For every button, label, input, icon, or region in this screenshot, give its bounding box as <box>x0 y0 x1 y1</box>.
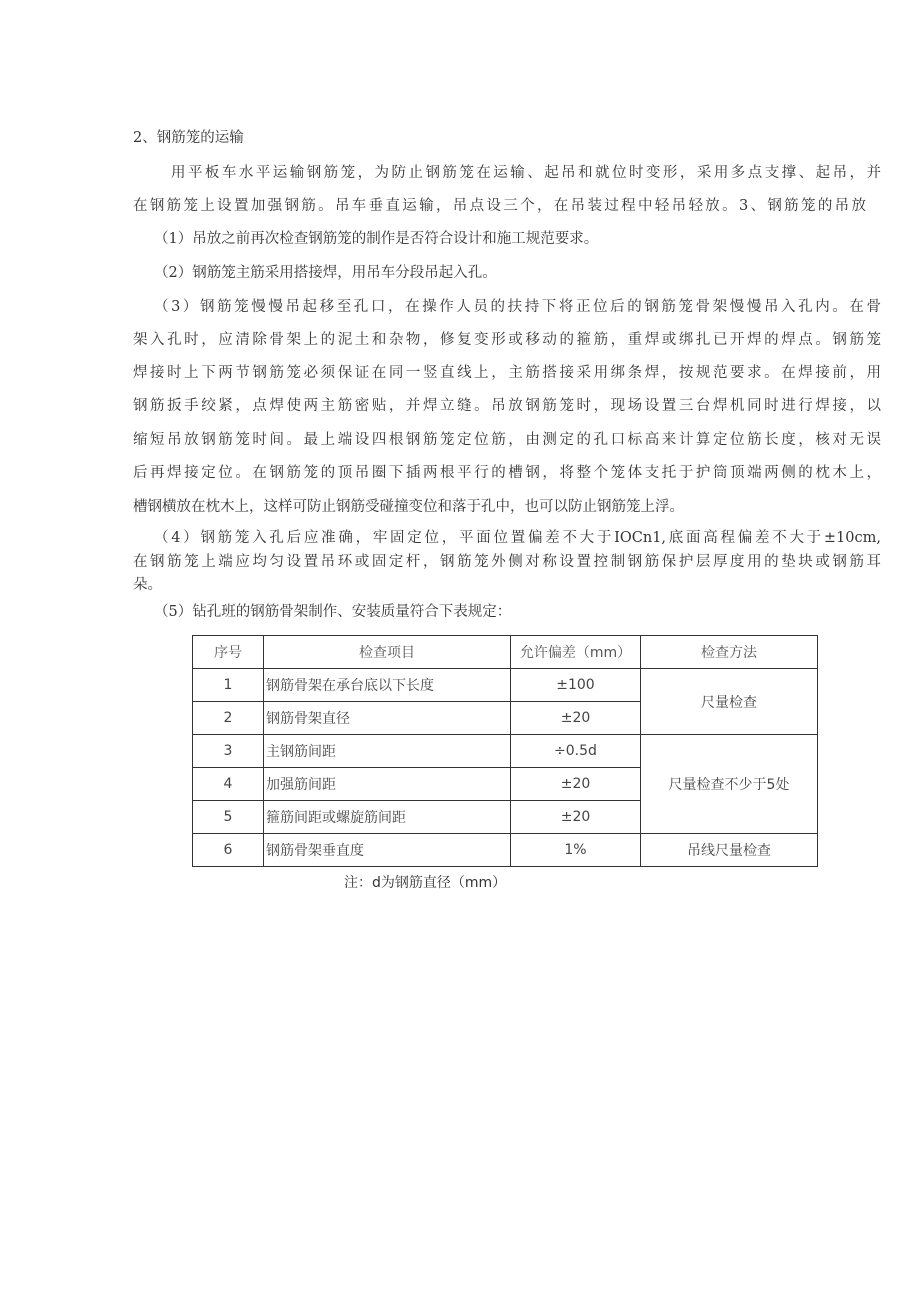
table-row <box>193 735 818 768</box>
paragraph-item-3-line-4: 钢筋扳手绞紧，点焊使两主筋密贴，并焊立缝。吊放钢筋笼时，现场设置三台焊机同时进行焊接，以 <box>133 398 881 414</box>
row-tolerance: ÷0.5d <box>511 735 641 768</box>
row-method: 吊线尺量检查 <box>641 834 818 867</box>
row-item: 箍筋间距或螺旋筋间距 <box>264 801 511 834</box>
header-tolerance: 允许偏差（mm） <box>511 636 641 669</box>
row-item: 加强筋间距 <box>264 768 511 801</box>
row-tolerance: ±20 <box>511 702 641 735</box>
row-item: 钢筋骨架在承台底以下长度 <box>264 669 511 702</box>
paragraph-item-3-line-1: （3）钢筋笼慢慢吊起移至孔口，在操作人员的扶持下将正位后的钢筋笼骨架慢慢吊入孔内。在骨 <box>154 299 881 315</box>
row-item: 主钢筋间距 <box>264 735 511 768</box>
row-tolerance: ±20 <box>511 801 641 834</box>
paragraph-transport-line-1: 用平板车水平运输钢筋笼，为防止钢筋笼在运输、起吊和就位时变形，采用多点支撑、起吊，并 <box>171 165 881 181</box>
table-header-row <box>193 636 818 669</box>
row-item: 钢筋骨架直径 <box>264 702 511 735</box>
row-no: 5 <box>193 801 264 834</box>
paragraph-item-3-line-7: 槽钢横放在枕木上，这样可防止钢筋受碰撞变位和落于孔中，也可以防止钢筋笼上浮。 <box>133 499 684 515</box>
row-method: 尺量检查 <box>641 669 818 735</box>
paragraph-item-2: （2）钢筋笼主筋采用搭接焊，用吊车分段吊起入孔。 <box>154 265 497 281</box>
paragraph-transport-line-2: 在钢筋笼上设置加强钢筋。吊车垂直运输，吊点设三个，在吊装过程中轻吊轻放。3、钢筋笼的吊放 <box>133 198 866 214</box>
header-method: 检查方法 <box>641 636 818 669</box>
paragraph-item-4-line-2: 在钢筋笼上端应均匀设置吊环或固定杆，钢筋笼外侧对称设置控制钢筋保护层厚度用的垫块或钢筋耳 <box>133 554 881 570</box>
section-heading: 2、钢筋笼的运输 <box>133 130 244 146</box>
row-no: 4 <box>193 768 264 801</box>
row-no: 3 <box>193 735 264 768</box>
row-tolerance: ±20 <box>511 768 641 801</box>
row-no: 1 <box>193 669 264 702</box>
paragraph-item-3-line-6: 后再焊接定位。在钢筋笼的顶吊圈下插两根平行的槽钢，将整个笼体支托于护筒顶端两侧的枕木上， <box>133 465 881 481</box>
row-no: 6 <box>193 834 264 867</box>
paragraph-item-4-line-3: 朵。 <box>133 577 162 593</box>
paragraph-item-5: （5）钻孔班的钢筋骨架制作、安装质量符合下表规定： <box>154 604 512 620</box>
row-method: 尺量检查不少于5处 <box>641 735 818 834</box>
table-row <box>193 669 818 702</box>
paragraph-item-1: （1）吊放之前再次检查钢筋笼的制作是否符合设计和施工规范要求。 <box>154 231 599 247</box>
quality-spec-table <box>192 635 818 867</box>
paragraph-item-3-line-5: 缩短吊放钢筋笼时间。最上端设四根钢筋笼定位筋，由测定的孔口标高来计算定位筋长度，核对无误 <box>133 432 881 448</box>
row-item: 钢筋骨架垂直度 <box>264 834 511 867</box>
paragraph-item-3-line-3: 焊接时上下两节钢筋笼必须保证在同一竖直线上，主筋搭接采用绑条焊，按规范要求。在焊接前，用 <box>133 365 881 381</box>
table-row <box>193 834 818 867</box>
table-note: 注：d为钢筋直径（mm） <box>344 875 507 891</box>
paragraph-item-3-line-2: 架入孔时，应清除骨架上的泥土和杂物，修复变形或移动的箍筋，重焊或绑扎已开焊的焊点。钢筋笼 <box>133 332 881 348</box>
row-no: 2 <box>193 702 264 735</box>
row-tolerance: 1% <box>511 834 641 867</box>
header-no: 序号 <box>193 636 264 669</box>
row-tolerance: ±100 <box>511 669 641 702</box>
paragraph-item-4-line-1: （4）钢筋笼入孔后应准确，牢固定位，平面位置偏差不大于IOCn1,底面高程偏差不大于±10cm, <box>154 530 881 546</box>
header-item: 检查项目 <box>264 636 511 669</box>
